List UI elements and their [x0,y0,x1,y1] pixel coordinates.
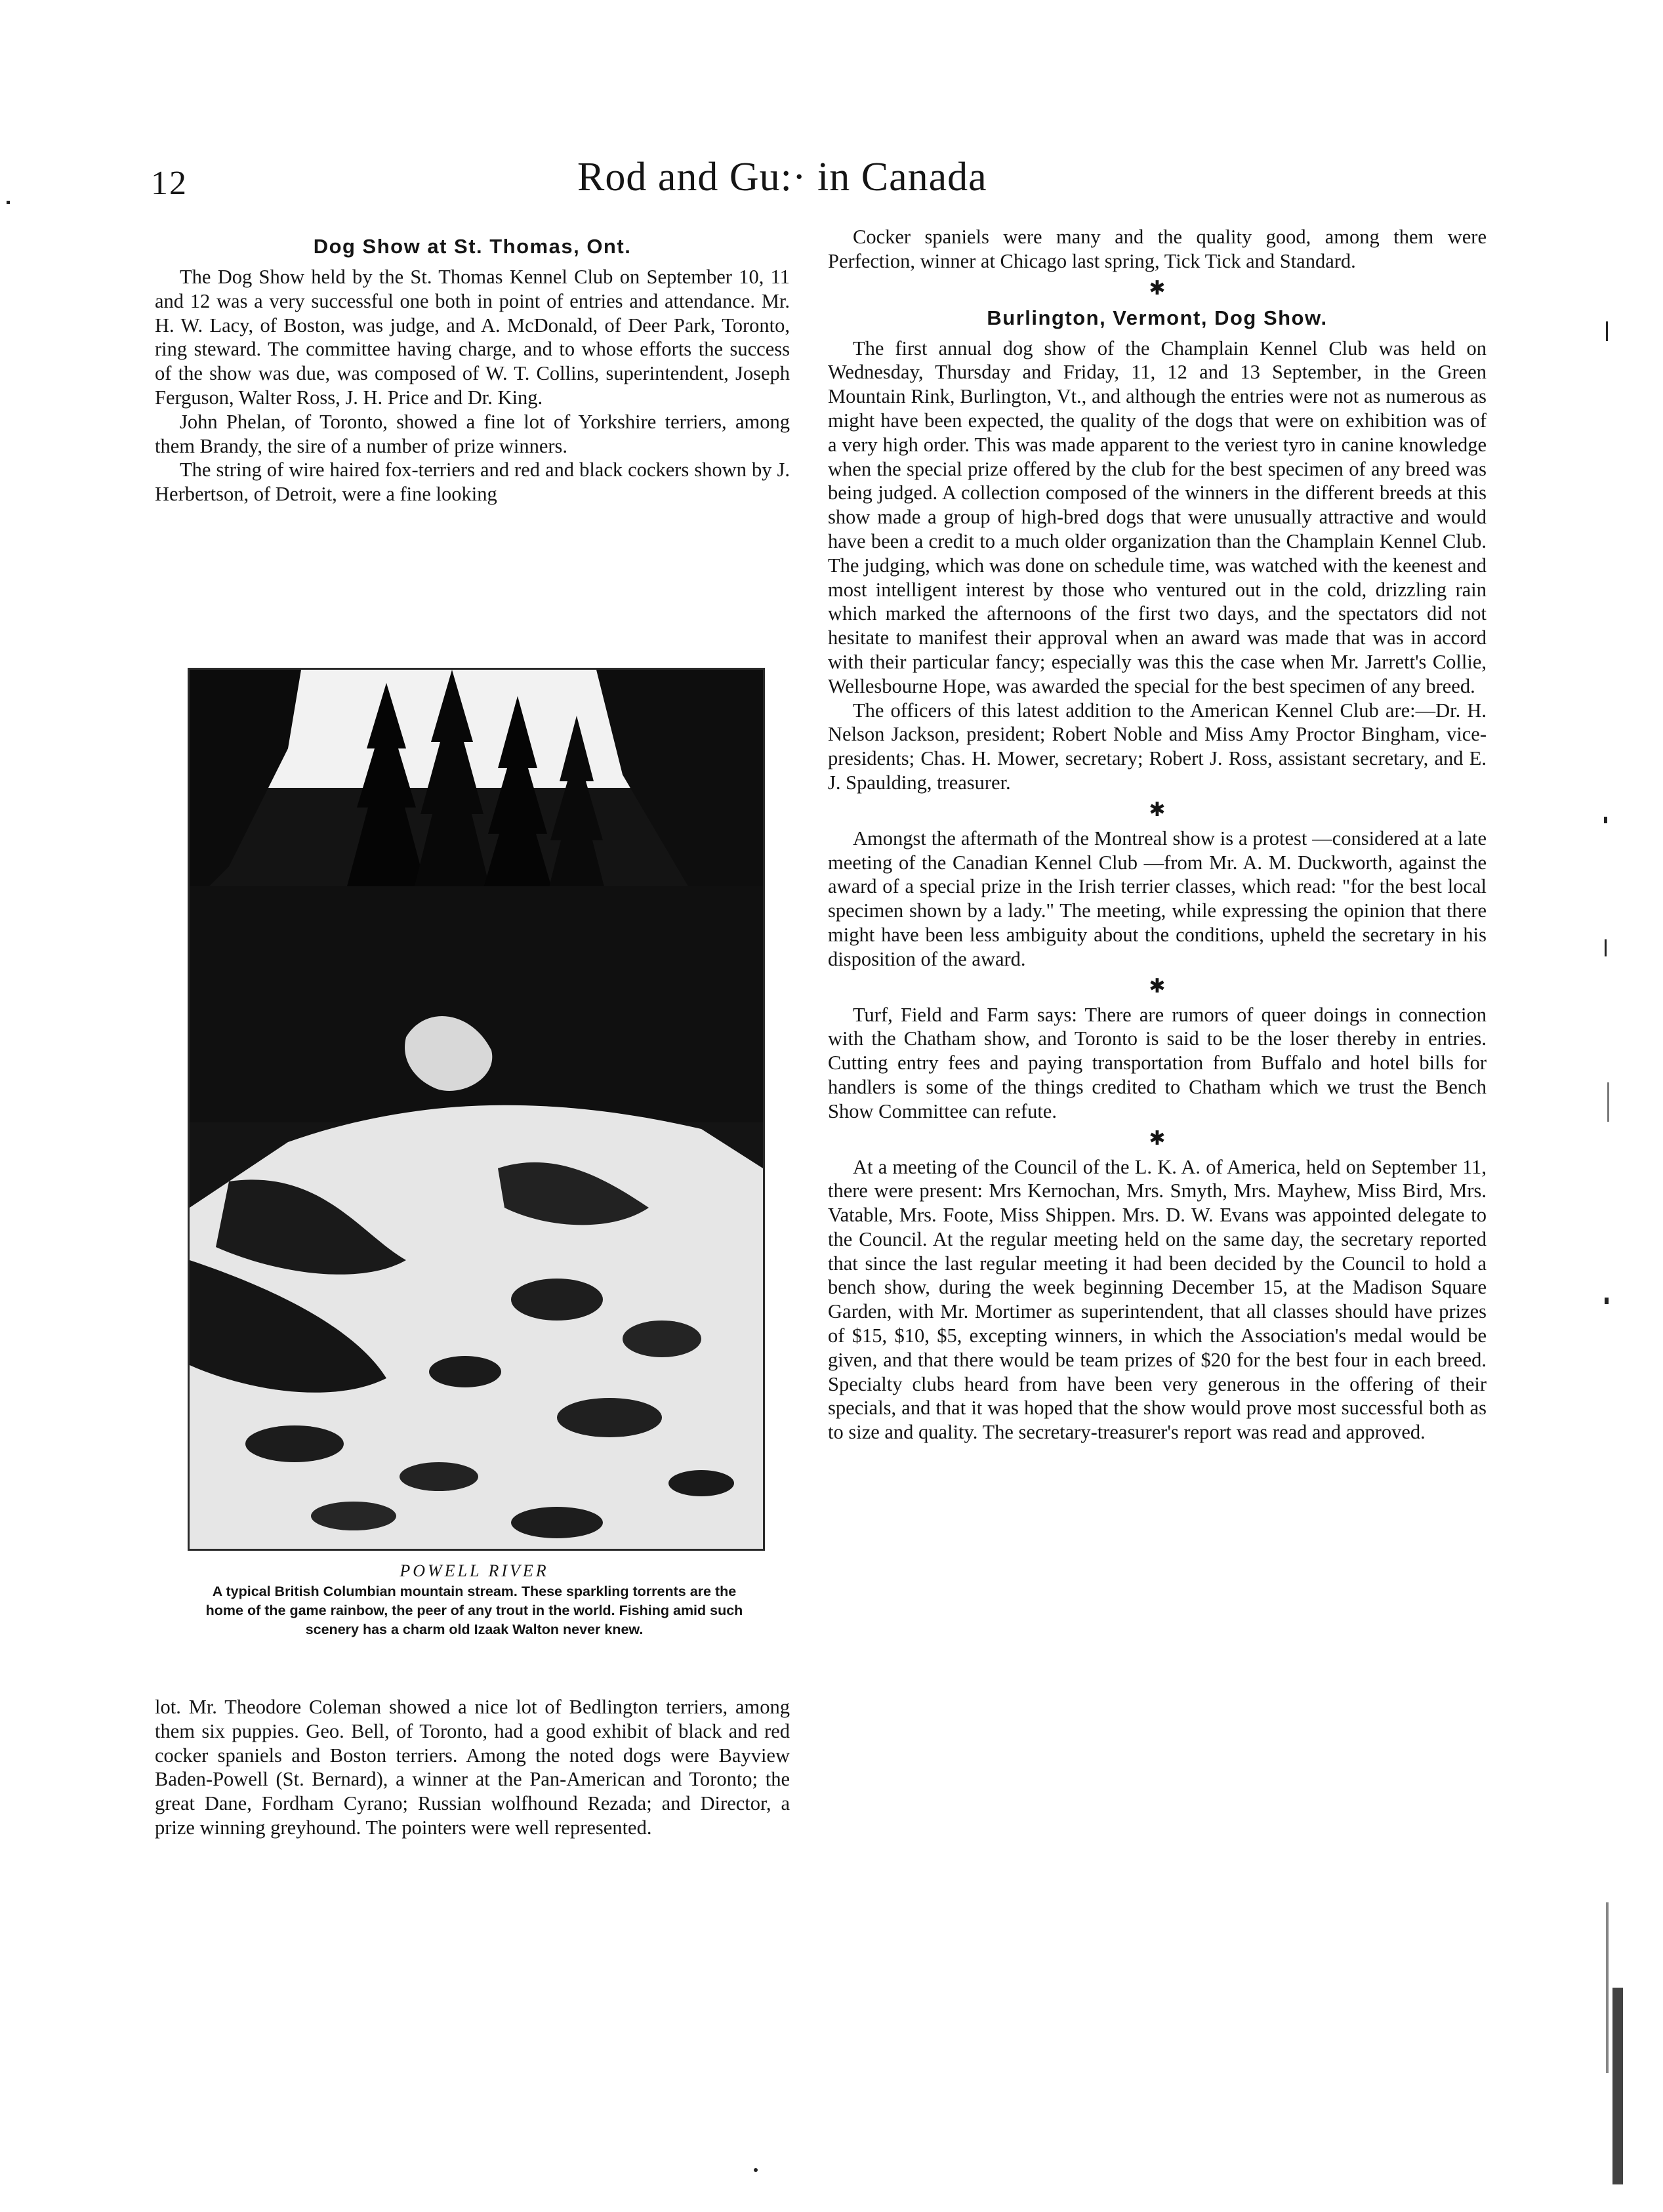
section-separator: ✱ [1149,277,1166,299]
scan-mark [1612,1988,1623,2184]
st-thomas-continuation: lot. Mr. Theodore Coleman showed a nice lot of Bedlington terriers, among them six puppies. Geo. Bell, of Toronto, had a good exhibit of black and red cocker spaniels and Boston terriers. Among the noted dogs were Bayview Baden-Powell (St. Bernard), a winner at the Pan-American and Toronto; the great Dane, Fordham Cyrano; Russian wolfhound Rezada; and Director, a prize winning greyhound. The pointers were well represented. [155,1696,790,1839]
running-head: Rod and Gu:· in Canada [577,155,987,199]
page-number: 12 [151,165,188,202]
cocker-spaniels-paragraph: Cocker spaniels were many and the quality good, among them were Perfection, winner at Chicago last spring, Tick Tick and Standard. [828,226,1487,272]
section-separator: ✱ [1149,798,1166,821]
scan-mark [1607,1082,1609,1122]
officers-paragraph: The officers of this latest addition to the American Kennel Club are:—Dr. H. Nelson Jackson, president; Robert Noble and Miss Amy Proctor Bingham, vice-presidents; Chas. H. Mower, secretary; Robert J. Ross, assistant secretary, and E. J. Spaulding, treasurer. [828,699,1487,794]
river-illustration [190,670,763,1549]
scan-mark [1606,1902,1609,2073]
right-column [828,225,1487,1444]
st-thomas-heading: Dog Show at St. Thomas, Ont. [313,235,632,258]
turf-paragraph: Turf, Field and Farm says: There are rumors of queer doings in connection with the Chatham show, and Toronto is said to be the loser thereby in entries. Cutting entry fees and paying transportation from Buffalo and hotel bills for handlers is some of the things credited to Chatham which we trust the Bench Show Committee can refute. [828,1003,1487,1122]
caption-title: POWELL RIVER [400,1561,549,1580]
left-column-bottom [155,1695,790,1840]
st-thomas-paragraph: John Phelan, of Toronto, showed a fine lot of Yorkshire terriers, among them Brandy, the sire of a number of prize winners. [155,410,790,457]
scan-mark [1606,321,1608,341]
st-thomas-paragraph: The string of wire haired fox-terriers and red and black cockers shown by J. Herbertson, of Detroit, were a fine looking [155,459,790,506]
scan-mark [754,2168,758,2172]
council-paragraph: At a meeting of the Council of the L. K. A. of America, held on September 11, there were present: Mrs Kernochan, Mrs. Smyth, Mrs. Mayhew, Miss Bird, Mrs. Vatable, Mrs. Foote, Miss Shippen. Mrs. D. W. Evans was appointed delegate to the Council. At the regular meeting held on the same day, the secretary reported that since the last regular meeting it had been decided by the Council to hold a bench show, during the week beginning December 15, at the Madison Square Garden, with Mr. Mortimer as superintendent, that all classes should have prizes of $15, $10, $5, excepting winners, in which the Association's medal would be given, and that there would be team prizes of $20 for the best four in each breed. Specialty clubs heard from have been very generous in the offering of their specials, and that it was hoped that the show would prove most successful both as to size and quality. The secretary-treasurer's report was read and approved. [828,1155,1487,1444]
section-separator: ✱ [1149,975,1166,997]
caption-text: A typical British Columbian mountain stream. These sparkling torrents are the home of the game rainbow, the peer of any trout in the world. Fishing amid such scenery has a charm old Izaak Walton never knew. [205,1584,743,1637]
scan-mark [7,201,10,204]
scan-mark [1605,939,1607,956]
st-thomas-paragraph: The Dog Show held by the St. Thomas Kennel Club on September 10, 11 and 12 was a very successful one both in point of entries and attendance. Mr. H. W. Lacy, of Boston, was judge, and A. McDonald, of Deer Park, Toronto, ring steward. The committee having charge, and to whose efforts the success of the show was due, was composed of W. T. Collins, superintendent, Joseph Ferguson, Walter Ross, J. H. Price and Dr. King. [155,266,790,409]
section-separator: ✱ [1149,1127,1166,1149]
powell-river-photo [188,668,765,1551]
burlington-heading: Burlington, Vermont, Dog Show. [987,306,1328,329]
photo-caption [188,1560,761,1639]
scan-mark [1605,1298,1609,1304]
burlington-paragraph: The first annual dog show of the Champlain Kennel Club was held on Wednesday, Thursday and Friday, 11, 12 and 13 September, in the Green Mountain Rink, Burlington, Vt., and although the entries were not as numerous as might have been expected, the quality of the dogs that were on exhibition was of a very high order. This was made apparent to the veriest tyro in canine knowledge when the special prize offered by the club for the best specimen of any breed was being judged. A collection composed of the winners in the different breeds at this show made a group of high-bred dogs that were unusually attractive and would have been a credit to a much older organization than the Champlain Kennel Club. The judging, which was done on schedule time, was watched with the keenest and most intelligent interest by those who ventured out in the cold, drizzling rain which marked the afternoons of the first two days, and the spectators did not hesitate to manifest their approval when an award was made that was in accord with their particular fancy; especially was this the case when Mr. Jarrett's Collie, Wellesbourne Hope, was awarded the special for the best specimen of any breed. [828,337,1487,697]
scan-mark [1604,817,1607,823]
left-column-top [155,234,790,506]
montreal-paragraph: Amongst the aftermath of the Montreal show is a protest —considered at a late meeting of the Canadian Kennel Club —from Mr. A. M. Duckworth, against the award of a special prize in the Irish terrier classes, which read: "for the best local specimen shown by a lady." The meeting, while expressing the opinion that there might have been less ambiguity about the conditions, upheld the secretary in his disposition of the award. [828,827,1487,970]
